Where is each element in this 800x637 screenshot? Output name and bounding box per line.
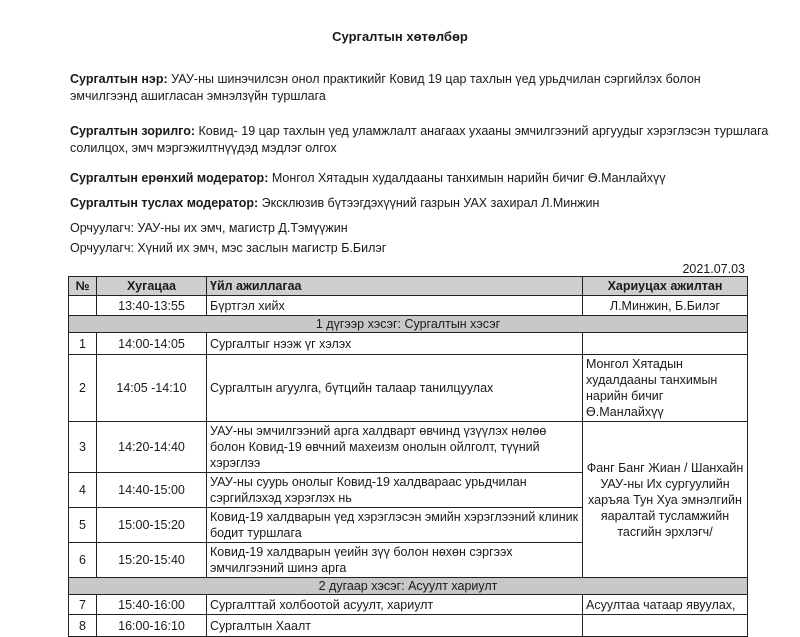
table-row: [69, 615, 748, 637]
table-row: [69, 422, 748, 473]
row-time: 13:40-13:55: [97, 296, 207, 316]
row-presenter: Асуултаа чатаар явуулах,: [583, 595, 748, 615]
document-title: Сургалтын хөтөлбөр: [332, 29, 468, 44]
row-time: 14:20-14:40: [97, 422, 207, 473]
general-moderator-paragraph: [70, 170, 770, 187]
row-presenter: [583, 615, 748, 637]
table-row: [69, 355, 748, 422]
row-presenter-merged: Фанг Банг Жиан / Шанхайн УАУ-ны Их сургуулийн харъяа Тун Хуа эмнэлгийн яаралтай тусламжийн тасгийн эрхлэгч/: [583, 422, 748, 578]
row-activity: Ковид-19 халдварын үеийн зүү болон нөхөн сэргээх эмчилгээний шинэ арга: [207, 543, 583, 578]
section-2-label: 2 дугаар хэсэг: Асуулт хариулт: [69, 578, 748, 595]
row-num: 7: [69, 595, 97, 615]
row-num: 1: [69, 333, 97, 355]
row-activity: Сургалтын агуулга, бүтцийн талаар танилцуулах: [207, 355, 583, 422]
row-activity: Сургалтын Хаалт: [207, 615, 583, 637]
document-date: 2021.07.03: [682, 262, 745, 276]
row-num: 5: [69, 508, 97, 543]
section-1-label: 1 дүгээр хэсэг: Сургалтын хэсэг: [69, 316, 748, 333]
row-time: 14:00-14:05: [97, 333, 207, 355]
table-header-row: [69, 277, 748, 296]
training-name-label: Сургалтын нэр:: [70, 72, 168, 86]
assistant-moderator-text: Эксклюзив бүтээгдэхүүний газрын УАХ захирал Л.Минжин: [258, 196, 600, 210]
table-row: [69, 296, 748, 316]
header-num: №: [69, 277, 97, 296]
row-num: 8: [69, 615, 97, 637]
row-time: 15:00-15:20: [97, 508, 207, 543]
row-activity: Сургалтыг нээж үг хэлэх: [207, 333, 583, 355]
training-goal-text: Ковид- 19 цар тахлын үед уламжлалт анагаах ухааны эмчилгээний аргуудыг хэрэглэсэн туршлага солилцох, эмч мэргэжилтнүүдэд мэдлэг олгох: [70, 124, 769, 155]
row-num: 4: [69, 473, 97, 508]
header-activity: Үйл ажиллагаа: [207, 277, 583, 296]
section-row-2: [69, 578, 748, 595]
row-num: 6: [69, 543, 97, 578]
row-activity: Сургалттай холбоотой асуулт, хариулт: [207, 595, 583, 615]
table-row: [69, 595, 748, 615]
row-activity: Ковид-19 халдварын үед хэрэглэсэн эмийн хэрэглээний клиник бодит туршлага: [207, 508, 583, 543]
row-activity: УАУ-ны суурь онолыг Ковид-19 халдвараас урьдчилан сэргийлэхэд хэрэглэх нь: [207, 473, 583, 508]
row-time: 15:20-15:40: [97, 543, 207, 578]
row-presenter: [583, 333, 748, 355]
general-moderator-label: Сургалтын ерөнхий модератор:: [70, 171, 269, 185]
row-num: [69, 296, 97, 316]
section-row-1: [69, 316, 748, 333]
row-presenter: Монгол Хятадын худалдааны танхимын нарийн бичиг Ө.Манлайхүү: [583, 355, 748, 422]
training-goal-label: Сургалтын зорилго:: [70, 124, 196, 138]
translator-1: Орчуулагч: УАУ-ны их эмч, магистр Д.Тэмүүжин: [70, 221, 348, 235]
schedule-table: [68, 276, 748, 637]
training-name-text: УАУ-ны шинэчилсэн онол практикийг Ковид 19 цар тахлын үед урьдчилан сэргийлэх болон эмчилгээнд ашигласан эмнэлзүйн туршлага: [70, 72, 701, 103]
row-time: 14:40-15:00: [97, 473, 207, 508]
translator-2: Орчуулагч: Хүний их эмч, мэс заслын магистр Б.Билэг: [70, 241, 387, 255]
row-activity: УАУ-ны эмчилгээний арга халдварт өвчинд үзүүлэх нөлөө болон Ковид-19 өвчний махеизм онолын ойлголт, түүний хэрэглээ: [207, 422, 583, 473]
row-time: 15:40-16:00: [97, 595, 207, 615]
general-moderator-text: Монгол Хятадын худалдааны танхимын нарийн бичиг Ө.Манлайхүү: [268, 171, 666, 185]
table-row: [69, 333, 748, 355]
row-activity: Бүртгэл хийх: [207, 296, 583, 316]
row-time: 16:00-16:10: [97, 615, 207, 637]
assistant-moderator-paragraph: [70, 195, 770, 212]
training-name-paragraph: [70, 71, 770, 105]
row-num: 3: [69, 422, 97, 473]
row-num: 2: [69, 355, 97, 422]
assistant-moderator-label: Сургалтын туслах модератор:: [70, 196, 259, 210]
row-time: 14:05 -14:10: [97, 355, 207, 422]
header-time: Хугацаа: [97, 277, 207, 296]
row-presenter: Л.Минжин, Б.Билэг: [583, 296, 748, 316]
training-goal-paragraph: [70, 123, 770, 157]
header-presenter: Хариуцах ажилтан: [583, 277, 748, 296]
